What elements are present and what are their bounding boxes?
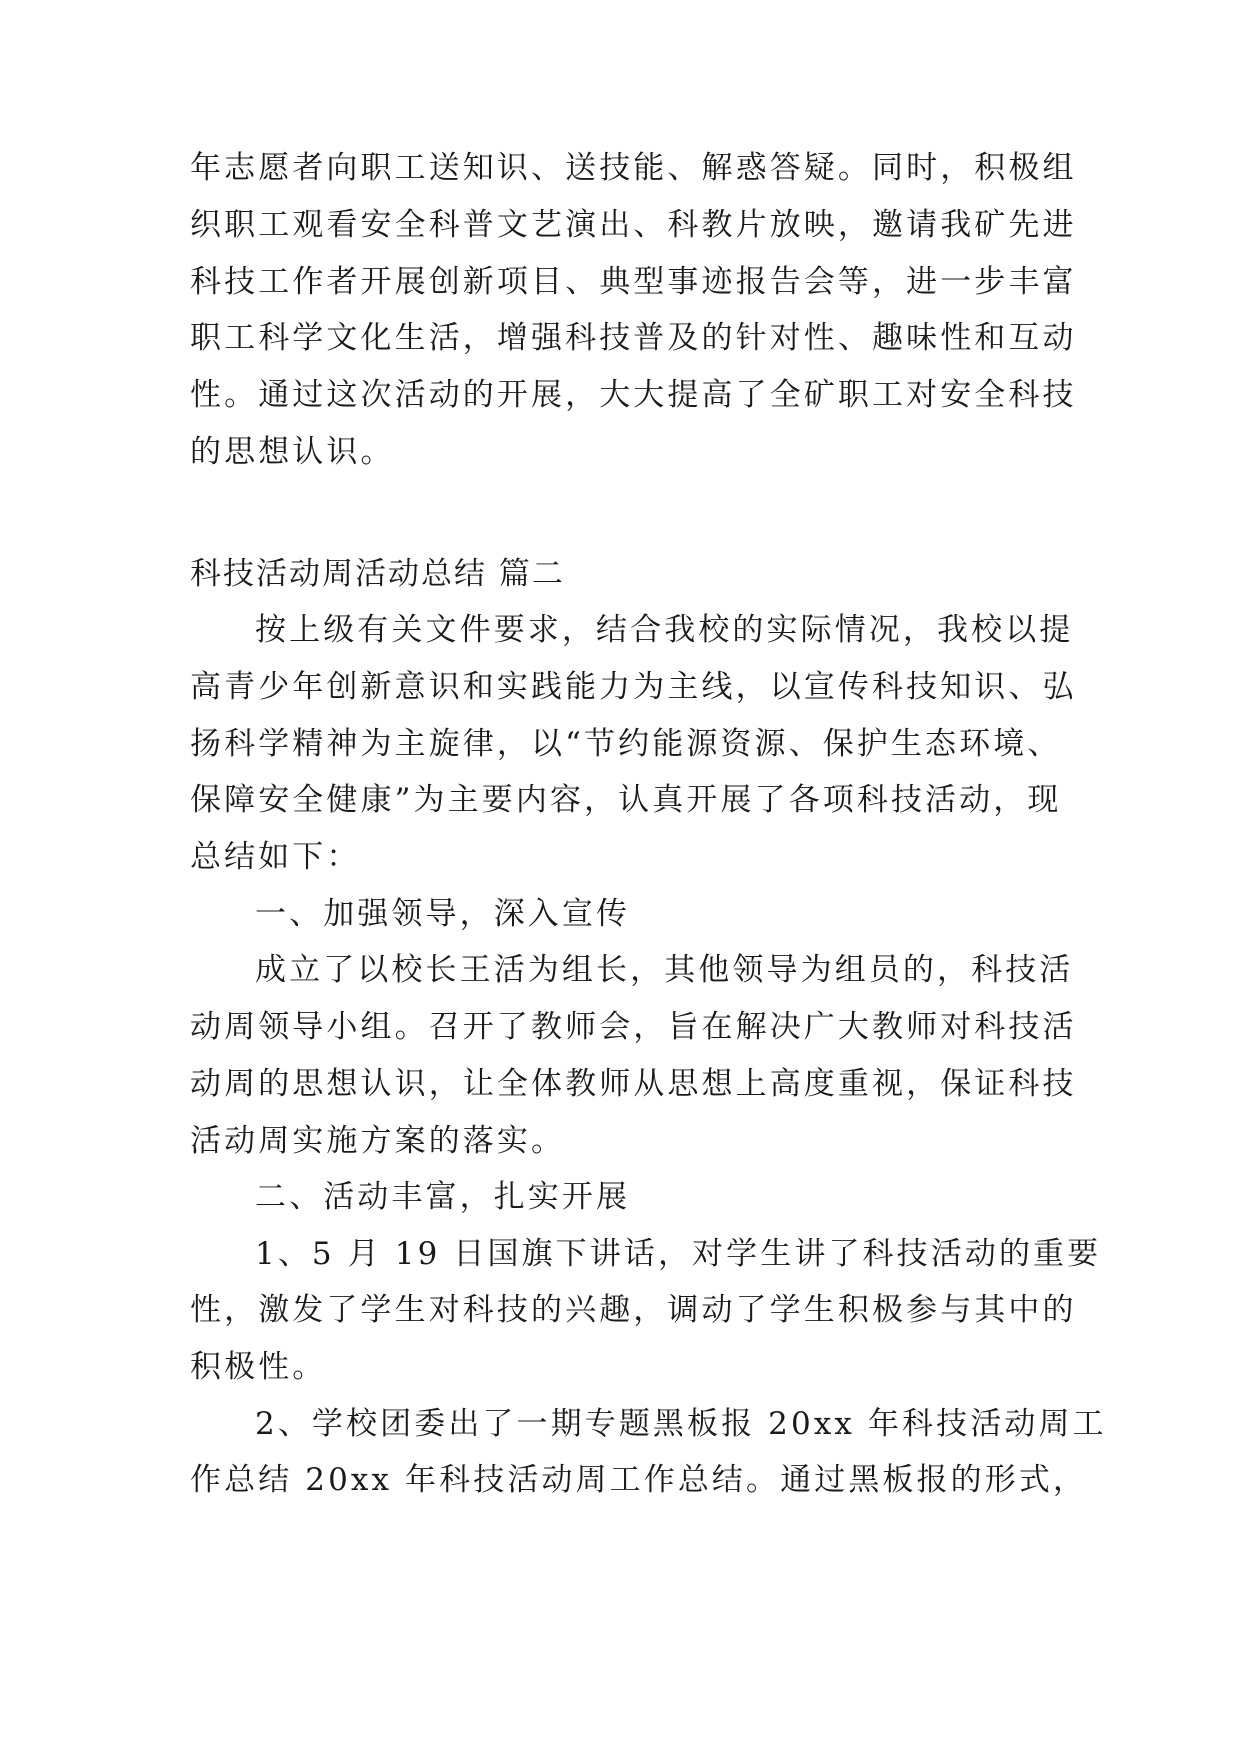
body-text-line: 1、5 月 19 日国旗下讲话，对学生讲了科技活动的重要: [255, 1236, 1102, 1272]
body-text-line: 职工科学文化生活，增强科技普及的针对性、趣味性和互动: [190, 320, 1077, 356]
body-text-line: 活动周实施方案的落实。: [190, 1123, 566, 1159]
body-text-line: 2、学校团委出了一期专题黑板报 20xx 年科技活动周工: [255, 1406, 1107, 1442]
subheading-line: 二、活动丰富，扎实开展: [255, 1179, 631, 1215]
body-text-line: 的思想认识。: [190, 434, 395, 470]
body-text-line: 年志愿者向职工送知识、送技能、解惑答疑。同时，积极组: [190, 150, 1077, 186]
body-text-line: 按上级有关文件要求，结合我校的实际情况，我校以提: [255, 612, 1074, 648]
section-heading: 科技活动周活动总结 篇二: [190, 556, 565, 592]
body-text-line: 科技工作者开展创新项目、典型事迹报告会等，进一步丰富: [190, 264, 1077, 300]
body-text-line: 性，激发了学生对科技的兴趣，调动了学生积极参与其中的: [190, 1292, 1077, 1328]
body-text-line: 成立了以校长王活为组长，其他领导为组员的，科技活: [255, 952, 1074, 988]
subheading-line: 一、加强领导，深入宣传: [255, 896, 631, 932]
body-text-line: 动周领导小组。召开了教师会，旨在解决广大教师对科技活: [190, 1009, 1077, 1045]
body-text-line: 扬科学精神为主旋律，以“节约能源资源、保护生态环境、: [190, 726, 1062, 762]
body-text-line: 积极性。: [190, 1349, 327, 1385]
body-text-line: 动周的思想认识，让全体教师从思想上高度重视，保证科技: [190, 1066, 1077, 1102]
body-text-line: 高青少年创新意识和实践能力为主线，以宣传科技知识、弘: [190, 669, 1077, 705]
body-text-line: 性。通过这次活动的开展，大大提高了全矿职工对安全科技: [190, 377, 1077, 413]
body-text-line: 织职工观看安全科普文艺演出、科教片放映，邀请我矿先进: [190, 207, 1077, 243]
body-text-line: 总结如下：: [190, 839, 361, 875]
body-text-line: 作总结 20xx 年科技活动周工作总结。通过黑板报的形式，: [190, 1462, 1088, 1498]
body-text-line: 保障安全健康”为主要内容，认真开展了各项科技活动，现: [190, 782, 1062, 818]
